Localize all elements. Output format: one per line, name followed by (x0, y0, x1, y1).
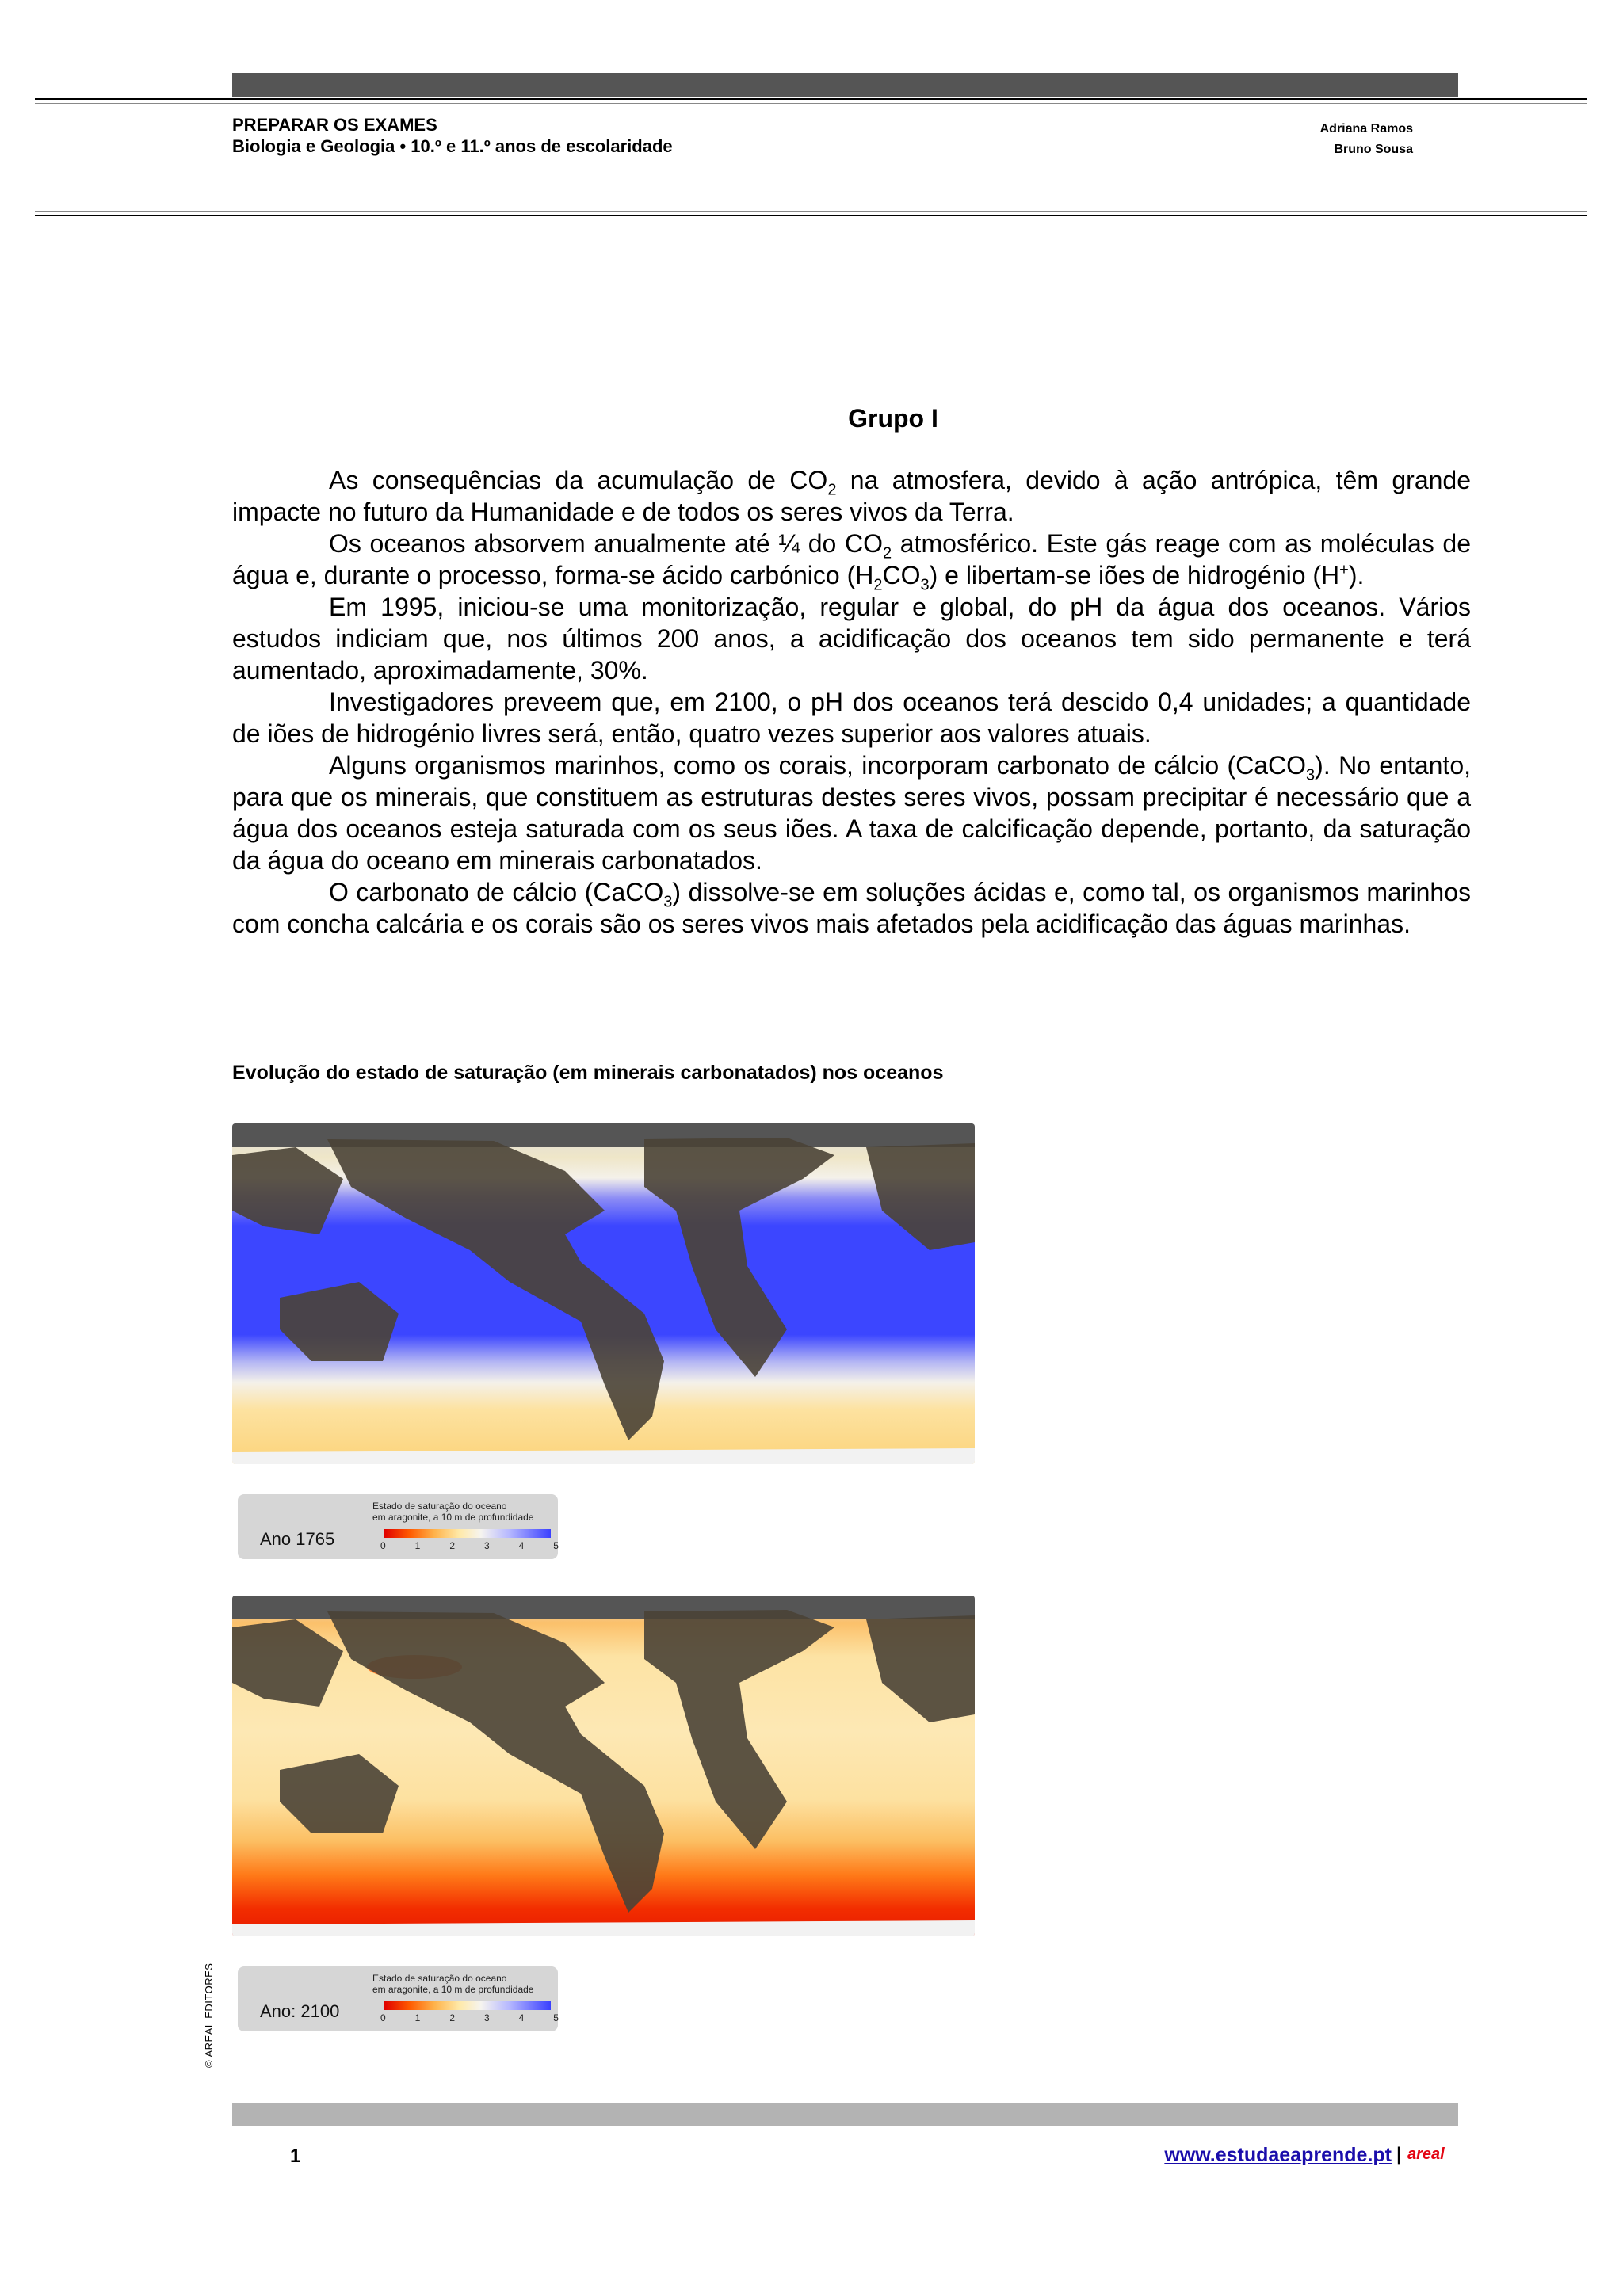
legend-color-bar (384, 1529, 551, 1538)
ocean-saturation-map-1765 (232, 1123, 975, 1464)
legend-tick: 5 (553, 1540, 559, 1551)
legend-title-line-2: em aragonite, a 10 m de profundidade (372, 1984, 534, 1995)
ocean-saturation-map-2100 (232, 1596, 975, 1936)
legend-ticks (380, 1540, 559, 1551)
body-paragraph: Investigadores preveem que, em 2100, o pH dos oceanos terá descido 0,4 unidades; a quantidade de iões de hidrogénio livres será, então, quatro vezes superior aos valores atuais. (232, 688, 1471, 748)
subscript: 2 (827, 481, 837, 499)
header-rule-bottom (35, 215, 1587, 216)
subscript: 2 (873, 576, 883, 594)
copyright-notice: © AREAL EDITORES (203, 1962, 215, 2068)
areal-logo: areal (1407, 2145, 1445, 2163)
subscript: 2 (882, 544, 892, 563)
header-rule-bottom-thin (35, 211, 1587, 212)
legend-ticks (380, 2012, 559, 2023)
header-subtitle: Biologia e Geologia • 10.º e 11.º anos de escolaridade (232, 136, 673, 156)
body-paragraph: Em 1995, iniciou-se uma monitorização, regular e global, do pH da água dos oceanos. Vários estudos indiciam que, nos últimos 200 anos, a acidificação dos oceanos tem sido permanente e terá aumentado, aproximadamente, 30%. (232, 593, 1471, 685)
map-year-label: Ano 1765 (260, 1529, 335, 1549)
map-legend-2100 (238, 1966, 558, 2031)
legend-title-line-1: Estado de saturação do oceano (372, 1973, 507, 1984)
body-paragraph: As consequências da acumulação de $CO_2$ na atmosfera, devido à ação antrópica, têm grande impacte no futuro da Humanidade e de todos os seres vivos da Terra. (232, 466, 1472, 526)
legend-title-line-2: em aragonite, a 10 m de profundidade (372, 1512, 534, 1523)
header-rule-top-thin (35, 103, 1587, 104)
page-number: 1 (290, 2145, 301, 2167)
body-paragraph: Alguns organismos marinhos, como os corais, incorporam carbonato de cálcio (CaCO$_3$). No entanto, para que os minerais, que constituem as estruturas destes seres vivos, possam precipitar é necessário que a água dos oceanos esteja saturada com os seus iões. A taxa de calcificação depende, portanto, da saturação da água do oceano em minerais carbonatados. (232, 751, 1472, 875)
legend-title (372, 1973, 533, 1995)
map-year-label: Ano: 2100 (260, 2001, 340, 2021)
legend-tick: 0 (380, 1540, 386, 1551)
header-authors (1320, 119, 1413, 160)
superscript: + (1339, 561, 1349, 579)
legend-color-bar (384, 2001, 551, 2010)
footer-separator: | (1396, 2144, 1402, 2165)
legend-tick: 3 (483, 2012, 490, 2023)
subscript: 3 (663, 893, 673, 911)
legend-tick: 2 (449, 2012, 455, 2023)
body-paragraph: O carbonato de cálcio (CaCO$_3$) dissolve-se em soluções ácidas e, como tal, os organismos marinhos com concha calcária e os corais são os seres vivos mais afetados pela acidificação das águas marinhas. (232, 878, 1472, 938)
figure-caption: Evolução do estado de saturação (em minerais carbonatados) nos oceanos (232, 1062, 944, 1084)
header-title: PREPARAR OS EXAMES (232, 115, 437, 135)
header-titles (232, 114, 673, 157)
subscript: 3 (1306, 766, 1316, 784)
author-2: Bruno Sousa (1334, 143, 1413, 156)
legend-title-line-1: Estado de saturação do oceano (372, 1501, 507, 1512)
legend-tick: 1 (414, 1540, 421, 1551)
subscript: 3 (920, 576, 930, 594)
legend-tick: 4 (518, 2012, 525, 2023)
body-text (232, 464, 1471, 940)
website-link[interactable]: www.estudaeaprende.pt (1164, 2144, 1392, 2166)
author-1: Adriana Ramos (1319, 122, 1413, 135)
legend-tick: 4 (518, 1540, 525, 1551)
map-legend-1765 (238, 1494, 558, 1559)
legend-tick: 5 (553, 2012, 559, 2023)
body-paragraph: Os oceanos absorvem anualmente até ¼ do $CO_2$ atmosférico. Este gás reage com as moléculas de água e, durante o processo, forma-se ácido carbónico $(H_2CO_3)$ e libertam-se iões de hidrogénio (H+). (232, 529, 1471, 594)
legend-tick: 1 (414, 2012, 421, 2023)
legend-tick: 2 (449, 1540, 455, 1551)
legend-title (372, 1501, 533, 1523)
footer-bar (232, 2103, 1458, 2126)
header-top-bar (232, 73, 1458, 97)
header-rule-top (35, 98, 1587, 100)
legend-tick: 0 (380, 2012, 386, 2023)
legend-tick: 3 (483, 1540, 490, 1551)
section-title: Grupo I (848, 404, 938, 433)
